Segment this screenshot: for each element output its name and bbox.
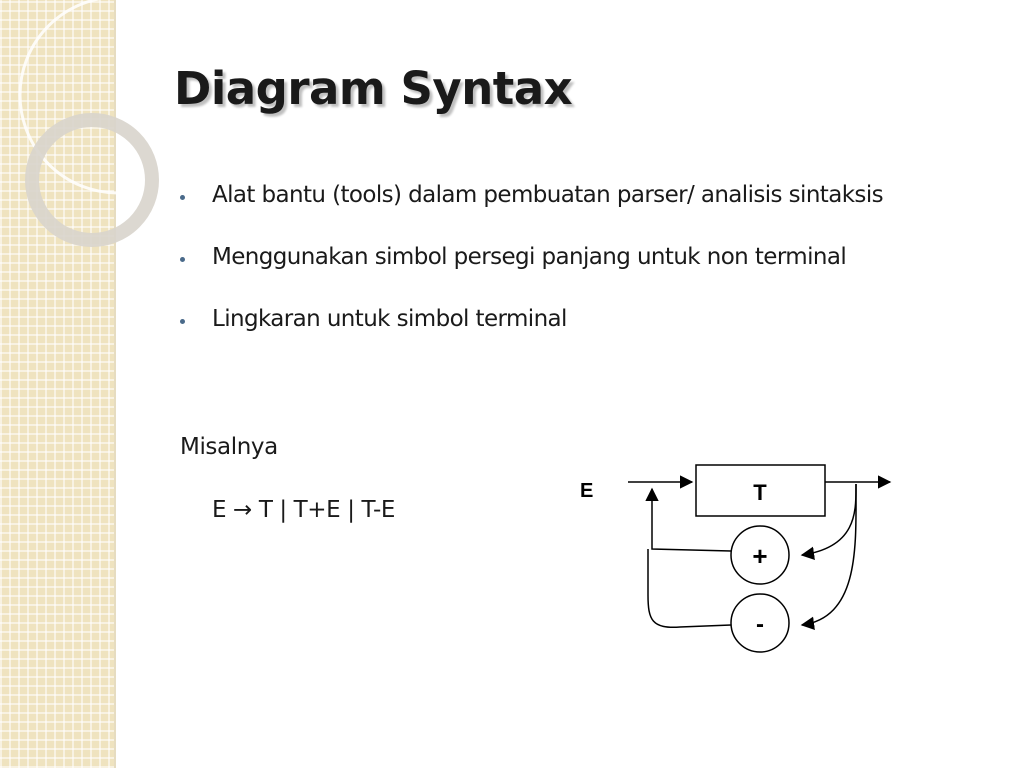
terminal-plus-label: + [752,541,768,571]
example-label: Misalnya [180,434,278,460]
decorative-rings [0,0,160,260]
grammar-rule: E → T | T+E | T-E [212,497,396,523]
minus-loop-back-line [648,549,731,627]
slide-title: Diagram Syntax [174,62,573,115]
syntax-diagram [560,455,900,665]
bullet-icon [180,319,185,324]
bullet-icon [180,257,185,262]
start-symbol-label: E [580,480,594,502]
bullet-text: Menggunakan simbol persegi panjang untuk non terminal [212,244,847,270]
nonterminal-label: T [753,480,767,505]
bullet-text: Lingkaran untuk simbol terminal [212,306,567,332]
bullet-text: Alat bantu (tools) dalam pembuatan parser/ analisis sintaksis [212,182,883,208]
bullet-icon [180,195,185,200]
terminal-minus-label: - [756,611,764,638]
